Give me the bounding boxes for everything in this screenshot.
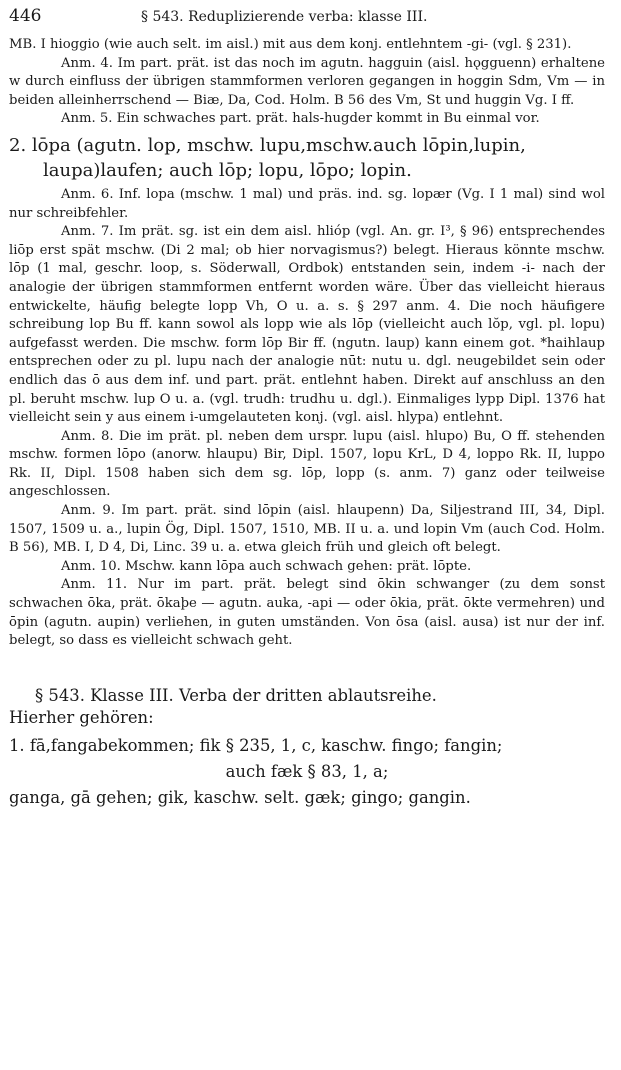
entry-2-lopa <box>9 133 605 183</box>
item-1-line-2: auch fæk § 83, 1, a; <box>225 761 389 781</box>
note-anm-7: Anm. 7. Im prät. sg. ist ein dem aisl. hlióp (vgl. An. gr. I³, § 96) entsprechendes liōp erst spät mschw. (Di 2 mal; ob hier norvagismus?) belegt. Hieraus könnte mschw. lōp (1 mal, geschr. loop, s. Söderwall, Ordbok) entstanden sein, indem -i- nach der analogie der übrigen stammformen entfernt worden wäre. Über das vielleicht hieraus entwickelte, häufig belegte lopp Vh, O u. a. s. § 297 anm. 4. Die noch häufigere schreibung lop Bu ff. kann sowol als lopp wie als lōp (vielleicht auch lŏp, vgl. pl. lopu) aufgefasst werden. Die mschw. form lōp Bir ff. (ngutn. laup) kann einem got. *haihlaup entsprechen oder zu pl. lupu nach der analogie nūt: nutu u. dgl. neugebildet sein oder endlich das ō aus dem inf. und part. prät. entlehnt haben. Direkt auf anschluss an den pl. beruht mschw. lup O u. a. (vgl. trudh: trudhu u. dgl.). Einmaliges lypp Dipl. 1376 hat vielleicht sein y aus einem i-umgelauteten konj. (vgl. aisl. hlypa) entlehnt. <box>9 224 605 426</box>
note-anm-11: Anm. 11. Nur im part. prät. belegt sind ōkin schwanger (zu dem sonst schwachen ōka, prät. ōkaþe — agutn. auka, -api — oder ōkia, prät. ōkte vermehren) und ōpin (agutn. aupin) verliehen, in guten umständen. Von ōsa (aisl. ausa) ist nur der inf. belegt, so dass es vielleicht schwach geht. <box>9 577 605 649</box>
note-anm-9: Anm. 9. Im part. prät. sind lōpin (aisl. hlaupenn) Da, Siljestrand III, 34, Dipl. 1507, 1509 u. a., lupin Ög, Dipl. 1507, 1510, MB. II u. a. und lopin Vm (auch Cod. Holm. B 56), MB. I, D 4, Di, Linc. 39 u. a. etwa gleich früh und gleich oft belegt. <box>9 503 605 556</box>
note-anm-8: Anm. 8. Die im prät. pl. neben dem urspr. lupu (aisl. hlupo) Bu, O ff. stehenden mschw. formen lōpo (anorw. hlaupu) Bir, Dipl. 1507, lopu KrL, D 4, loppo Rk. II, luppo Rk. II, Dipl. 1508 haben sich dem sg. lōp, lopp (s. anm. 7) ganz oder teilweise angeschlossen. <box>9 428 605 500</box>
note-anm-5: Anm. 5. Ein schwaches part. prät. hals-hugder kommt in Bu einmal vor. <box>61 111 540 127</box>
note-anm-4: Anm. 4. Im part. prät. ist das noch im agutn. hagguin (aisl. hǫgguenn) erhaltene w durch einfluss der übrigen stammformen verloren gegangen in hoggin Sdm, Vm — in beiden alleinherrschend — Biæ, Da, Cod. Holm. B 56 des Vm, St und huggin Vg. I ff. <box>9 55 605 108</box>
section-subtitle: Hierher gehören: <box>9 708 154 728</box>
section-item-1 <box>9 733 605 811</box>
note-anm-10: Anm. 10. Mschw. kann lōpa auch schwach gehen: prät. lōpte. <box>61 558 472 574</box>
section-543-heading <box>9 685 605 730</box>
item-1-line-3: ganga, gā gehen; gik, kaschw. selt. gæk; gingo; gangin. <box>9 787 471 807</box>
entry-2-line-1: 2. lōpa (agutn. lop, mschw. lupu,mschw.auch lōpin,lupin, <box>9 134 526 156</box>
note-anm-6: Anm. 6. Inf. lopa (mschw. 1 mal) und präs. ind. sg. lopær (Vg. I 1 mal) sind wol nur schreibfehler. <box>9 186 605 221</box>
page-header <box>9 6 605 36</box>
paragraph-mb: MB. I hioggio (wie auch selt. im aisl.) mit aus dem konj. entlehntem -gi- (vgl. § 231). <box>9 37 572 52</box>
running-head: § 543. Reduplizierende verba: klasse III. <box>141 9 428 25</box>
item-1-line-1: 1. fā,fangabekommen; fik § 235, 1, c, kaschw. fingo; fangin; <box>9 735 503 755</box>
page-number: 446 <box>9 6 42 26</box>
entry-2-line-2: laupa)laufen; auch lōp; lopu, lōpo; lopin. <box>43 159 412 181</box>
section-title: § 543. Klasse III. Verba der dritten ablautsreihe. <box>35 685 437 705</box>
